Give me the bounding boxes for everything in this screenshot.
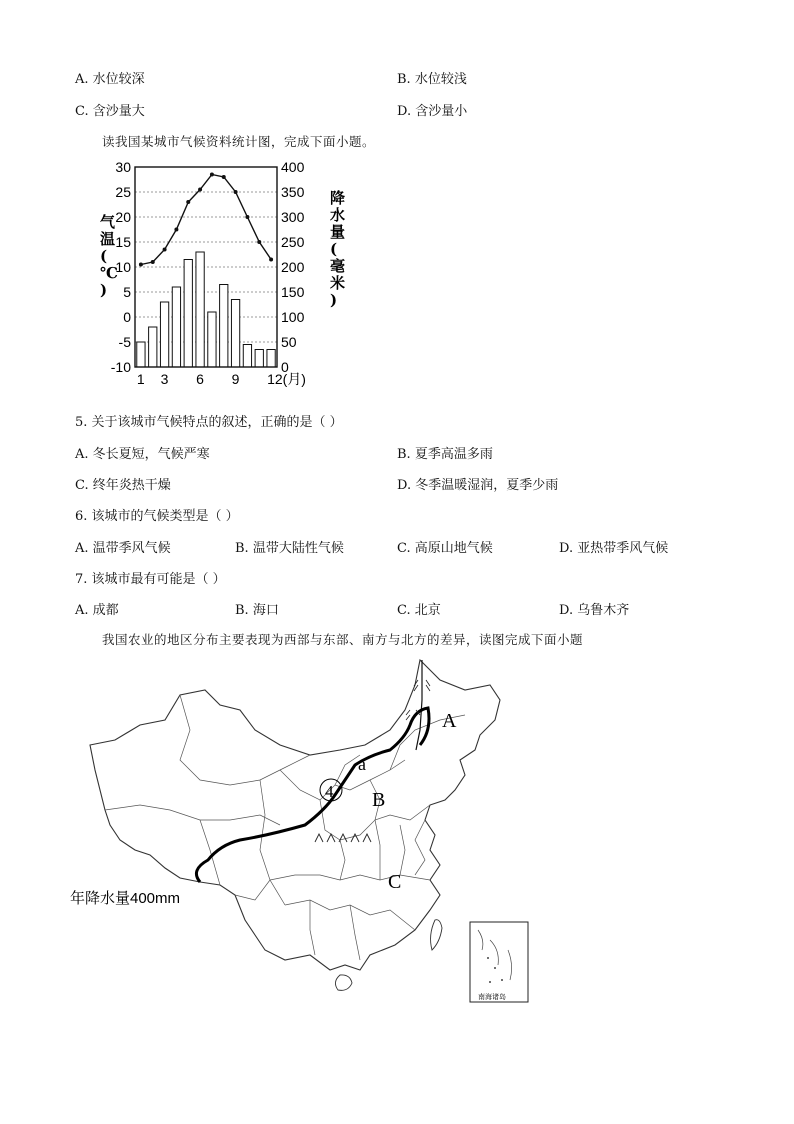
region-label-B: B	[372, 789, 386, 811]
precipitation-bar	[196, 252, 204, 367]
precipitation-bar	[255, 350, 263, 368]
q5-option-a: A. 冬长夏短，气候严寒	[75, 447, 210, 462]
temperature-point	[186, 200, 190, 204]
y-left-tick-label: -5	[118, 334, 131, 350]
inset-label: 南海诸岛	[478, 993, 506, 1001]
q4-option-b: B. 水位较浅	[397, 72, 467, 87]
q4-option-a: A. 水位较深	[75, 72, 145, 87]
y-right-axis-label: 降水量(毫米)	[330, 189, 346, 309]
q5-stem: 5. 关于该城市气候特点的叙述，正确的是（ ）	[75, 415, 343, 430]
q7-option-d: D. 乌鲁木齐	[559, 603, 630, 618]
q4-option-d: D. 含沙量小	[397, 104, 468, 119]
y-left-tick-label: 5	[123, 284, 131, 300]
map-intro: 我国农业的地区分布主要表现为西部与东部、南方与北方的差异，读图完成下面小题	[102, 632, 584, 647]
y-right-tick-label: 50	[281, 334, 297, 350]
temperature-point	[257, 240, 261, 244]
q7-option-c: C. 北京	[397, 603, 441, 618]
region-label-A: A	[442, 710, 457, 732]
temperature-line	[141, 175, 271, 265]
y-right-tick-label: 200	[281, 259, 305, 275]
temperature-point	[151, 260, 155, 264]
temperature-point	[234, 190, 238, 194]
q6-option-d: D. 亚热带季风气候	[559, 541, 669, 556]
q7-stem: 7. 该城市最有可能是（ ）	[75, 572, 226, 587]
region-label-C: C	[388, 871, 402, 893]
precipitation-bar	[172, 287, 180, 367]
china-agriculture-map	[70, 650, 550, 1010]
hainan-island	[335, 975, 352, 990]
q5-option-b: B. 夏季高温多雨	[397, 447, 493, 462]
y-right-tick-label: 0	[281, 359, 289, 375]
inset-coastline	[478, 930, 512, 980]
y-left-tick-label: 30	[115, 159, 131, 175]
q6-option-c: C. 高原山地气候	[397, 541, 493, 556]
y-left-axis-label: 气温( ℃ )	[100, 213, 118, 299]
region-number-4: 4	[325, 782, 334, 801]
temperature-point	[163, 248, 167, 252]
line-label-a: a	[358, 754, 366, 774]
y-right-tick-label: 250	[281, 234, 305, 250]
y-left-tick-label: 0	[123, 309, 131, 325]
climate-chart	[90, 155, 350, 395]
precipitation-bar	[243, 345, 251, 368]
precipitation-bar	[267, 350, 275, 368]
chart-intro: 读我国某城市气候资料统计图，完成下面小题。	[102, 134, 376, 149]
temperature-point	[198, 188, 202, 192]
x-tick-label: 6	[196, 371, 204, 387]
q5-option-d: D. 冬季温暖湿润，夏季少雨	[397, 478, 559, 493]
inset-islands	[487, 957, 503, 983]
precipitation-bar	[220, 285, 228, 368]
province-borders	[105, 695, 465, 960]
precipitation-bar	[231, 300, 239, 368]
isohyet-label: 年降水量400mm	[70, 890, 181, 907]
precipitation-bar	[137, 342, 145, 367]
temperature-point	[245, 215, 249, 219]
temperature-point	[174, 228, 178, 232]
x-tick-label: 3	[160, 371, 169, 387]
south-china-sea-inset	[470, 922, 528, 1002]
y-left-tick-label: 15	[115, 234, 131, 250]
y-left-tick-label: -10	[110, 359, 131, 375]
temperature-point	[222, 175, 226, 179]
q7-option-b: B. 海口	[235, 603, 279, 618]
x-tick-label: 1	[136, 371, 145, 387]
precipitation-bar	[184, 260, 192, 368]
y-left-tick-label: 25	[115, 184, 131, 200]
temperature-point	[139, 263, 143, 267]
isohyet-400mm-line	[196, 708, 429, 882]
precipitation-bar	[149, 327, 157, 367]
mountain-range-symbols	[315, 834, 371, 842]
y-right-tick-label: 400	[281, 159, 305, 175]
q5-option-c: C. 终年炎热干燥	[75, 478, 171, 493]
q4-option-c: C. 含沙量大	[75, 104, 145, 119]
y-left-tick-label: 10	[115, 259, 131, 275]
y-left-tick-label: 20	[115, 209, 131, 225]
x-tick-label: 9	[231, 371, 240, 387]
q6-option-a: A. 温带季风气候	[75, 541, 171, 556]
q6-stem: 6. 该城市的气候类型是（ ）	[75, 509, 239, 524]
y-right-tick-label: 100	[281, 309, 305, 325]
taiwan-island	[431, 920, 442, 950]
y-right-tick-label: 350	[281, 184, 305, 200]
temperature-point	[210, 173, 214, 177]
temperature-point	[269, 258, 273, 262]
y-right-tick-label: 300	[281, 209, 305, 225]
china-outline	[90, 660, 500, 970]
precipitation-bar	[160, 302, 168, 367]
y-right-tick-label: 150	[281, 284, 305, 300]
q7-option-a: A. 成都	[75, 603, 119, 618]
precipitation-bar	[208, 312, 216, 367]
x-tick-label: 12(月)	[267, 371, 306, 387]
q6-option-b: B. 温带大陆性气候	[235, 541, 344, 556]
